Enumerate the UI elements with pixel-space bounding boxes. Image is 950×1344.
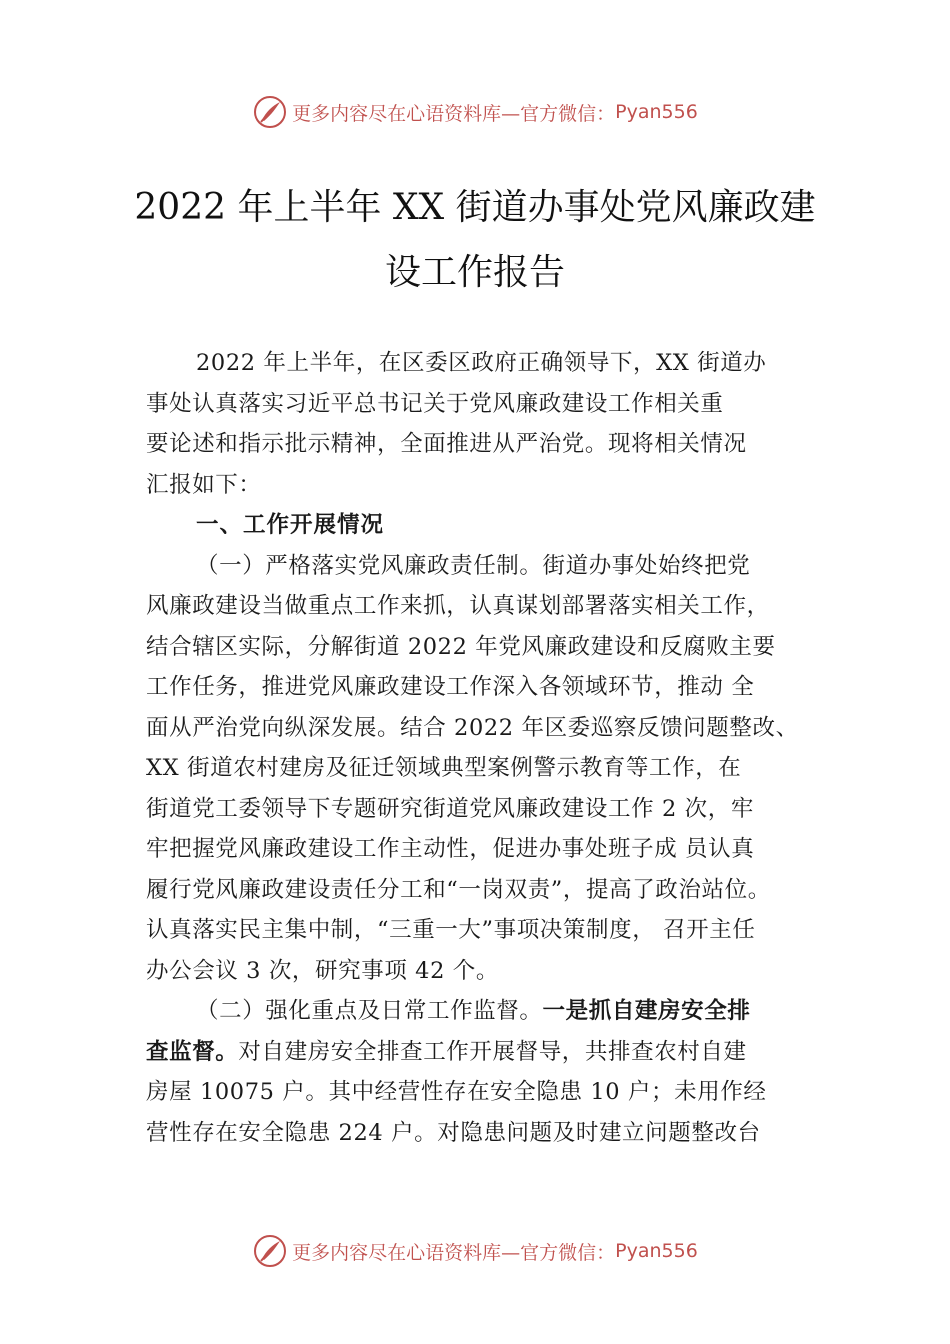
body-line: 要论述和指示批示精神，全面推进从严治党。现将相关情况: [146, 431, 747, 457]
document-title-line2: 设工作报告: [384, 252, 565, 293]
watermark-footer: [0, 1233, 950, 1269]
body-line: [146, 991, 826, 1032]
quill-logo-icon: [252, 1233, 288, 1269]
body-line: 房屋 10075 户。其中经营性存在安全隐患 10 户；未用作经: [146, 1079, 767, 1105]
watermark-text: 更多内容尽在心语资料库—官方微信：: [292, 102, 616, 125]
document-title-line1: 2022 年上半年 XX 街道办事处党风廉政建: [134, 187, 816, 228]
body-line: 2022 年上半年，在区委区政府正确领导下，XX 街道办: [196, 350, 767, 376]
body-line: 汇报如下：: [146, 471, 262, 498]
body-line: 营性存在安全隐患 224 户。对隐患问题及时建立问题整改台: [146, 1119, 761, 1146]
watermark-wechat-id: Pyan556: [615, 1240, 698, 1262]
body-line: [146, 1032, 826, 1073]
body-line: 面从严治党向纵深发展。结合 2022 年区委巡察反馈问题整改、: [146, 714, 799, 741]
body-line: 街道党工委领导下专题研究街道党风廉政建设工作 2 次，牢: [146, 795, 754, 822]
body-line: 办公会议 3 次，研究事项 42 个。: [146, 957, 499, 984]
body-line: 风廉政建设当做重点工作来抓，认真谋划部署落实相关工作，: [146, 593, 770, 619]
body-line: （一）严格落实党风廉政责任制。街道办事处始终把党: [196, 552, 751, 579]
section-heading: 一、工作开展情况: [196, 512, 385, 538]
watermark-text: 更多内容尽在心语资料库—官方微信：: [292, 1241, 616, 1264]
watermark-wechat-id: Pyan556: [615, 101, 698, 123]
quill-logo-icon: [252, 94, 288, 130]
document-body: [146, 343, 826, 1153]
body-line: 工作任务，推进党风廉政建设工作深入各领域环节，推动 全: [146, 674, 755, 700]
body-text: 对自建房安全排查工作开展督导，共排查农村自建: [238, 1038, 747, 1065]
body-line: 履行党风廉政建设责任分工和“一岗双责”，提高了政治站位。: [146, 876, 771, 903]
bold-phrase: 查监督。: [146, 1038, 239, 1065]
body-line: 结合辖区实际，分解街道 2022 年党风廉政建设和反腐败主要: [146, 633, 776, 660]
bold-phrase: 一是抓自建房安全排: [542, 998, 751, 1024]
body-line: 牢把握党风廉政建设工作主动性，促进办事处班子成 员认真: [146, 836, 755, 862]
body-line: 事处认真落实习近平总书记关于党风廉政建设工作相关重: [146, 390, 724, 417]
body-line: XX 街道农村建房及征迁领域典型案例警示教育等工作，在: [146, 755, 742, 781]
body-line: 认真落实民主集中制，“三重一大”事项决策制度， 召开主任: [146, 917, 756, 943]
subsection-title: （二）强化重点及日常工作监督。: [196, 998, 543, 1024]
watermark-header: [0, 94, 950, 130]
